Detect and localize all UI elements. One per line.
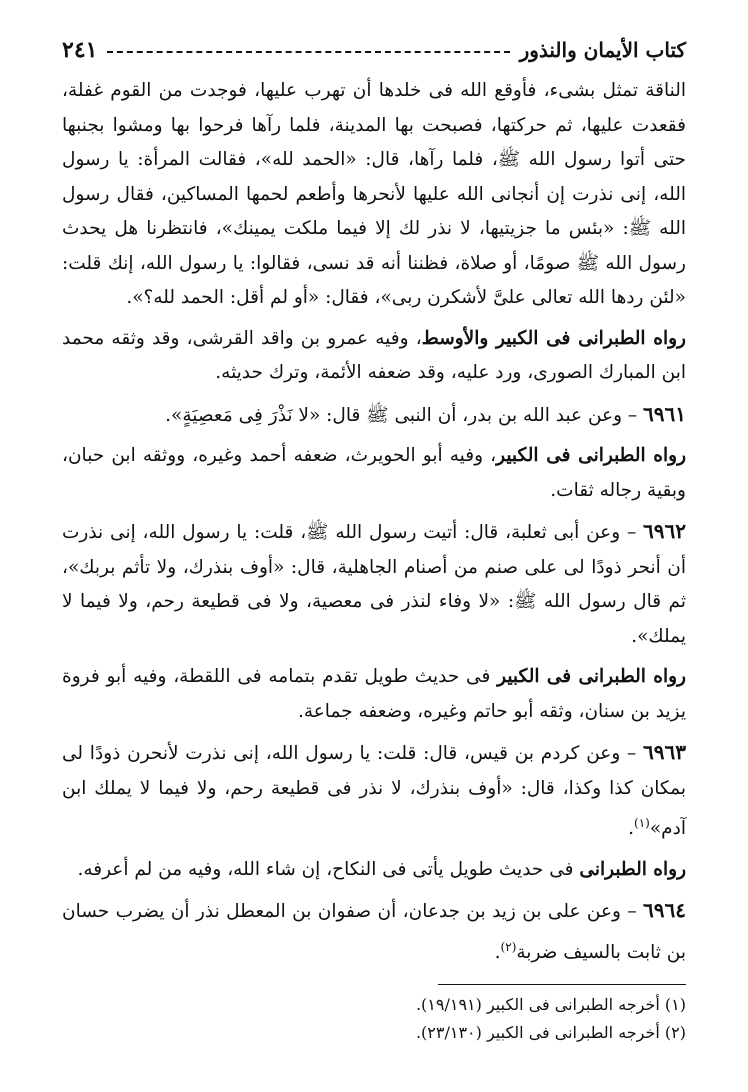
hadith-source: رواه الطبرانى xyxy=(579,858,686,880)
footnote-ref: (٢) xyxy=(500,939,517,954)
paragraph-p9 xyxy=(62,893,686,970)
paragraph-text: – وعن عبد الله بن بدر، أن النبى ﷺ قال: «لا نَذْرَ فِى مَعصِيَةٍ». xyxy=(165,404,644,426)
paragraph-p5 xyxy=(62,514,686,654)
running-header xyxy=(62,30,686,70)
header-divider xyxy=(107,51,509,53)
footnotes xyxy=(62,991,686,1047)
hadith-number: ٦٩٦٤ xyxy=(643,898,686,923)
hadith-number: ٦٩٦٣ xyxy=(643,740,686,764)
page-number: ٢٤١ xyxy=(62,37,98,63)
hadith-source: رواه الطبرانى فى الكبير xyxy=(497,666,686,687)
paragraph-p2 xyxy=(62,322,686,391)
paragraph-text: – وعن على بن زيد بن جدعان، أن صفوان بن المعطل نذر أن يضرب حسان بن ثابت بالسيف ضربة xyxy=(62,901,686,963)
paragraph-text: . xyxy=(628,818,635,840)
paragraph-text: فى حديث طويل تقدم بتمامه فى اللقطة، وفيه أبو فروة يزيد بن سنان، وثقه أبو حاتم وغيره، وضعفه جماعة. xyxy=(62,666,686,722)
hadith-number: ٦٩٦١ xyxy=(643,401,686,426)
hadith-source: رواه الطبرانى فى الكبير xyxy=(496,445,686,466)
book-title: كتاب الأيمان والنذور xyxy=(519,38,686,62)
paragraph-text: – وعن كردم بن قيس، قال: قلت: يا رسول الله، إنى نذرت لأنحرن ذودًا لى بمكان كذا وكذا، قال: «أوف بنذرك، لا نذر فى قطيعة رحم، ولا فيما لا يملك ابن آدم» xyxy=(62,743,686,840)
paragraph-text: الناقة تمثل بشىء، فأوقع الله فى خلدها أن تهرب عليها، فوجدت من القوم غفلة، فقعدت عليها، ثم حركتها، فصبحت بها المدينة، فلما رآها فرحوا بها ومشوا بجنبها حتى أتوا رسول الله ﷺ، فلما رآها، قال: «الحمد لله»، فقالت المرأة: يا رسول الله، إنى نذرت إن أنجانى الله عليها لأنحرها وأطعم لحمها المساكين، فقال رسول الله ﷺ: «بئس ما جزيتيها، لا نذر لك إلا فيما ملكت يمينك»، فانتظرنا هل يحدث رسول الله ﷺ صومًا، أو صلاة، فظننا أنه قد نسى، فقالوا: يا رسول الله، إنك قلت: «لئن ردها الله تعالى علىَّ لأشكرن ربى»، فقال: «أو لم أقل: الحمد لله؟». xyxy=(62,80,686,308)
paragraph-p8 xyxy=(62,853,686,888)
footnote-separator xyxy=(438,984,686,985)
paragraph-text: ، وفيه أبو الحويرث، ضعفه أحمد وغيره، ووثقه ابن حبان، وبقية رجاله ثقات. xyxy=(62,445,686,501)
paragraph-text: – وعن أبى ثعلبة، قال: أتيت رسول الله ﷺ، قلت: يا رسول الله، إنى نذرت أن أنحر ذودًا لى على صنم من أصنام الجاهلية، قال: «أوف بنذرك، ولا تأثم بربك»، ثم قال رسول الله ﷺ: «لا وفاء لنذر فى معصية، ولا فى قطيعة رحم، ولا فيما لا يملك». xyxy=(62,522,686,647)
paragraph-p7 xyxy=(62,735,686,847)
footnote-item: (١) أخرجه الطبرانى فى الكبير (١٩/١٩١). xyxy=(415,995,686,1015)
paragraph-text: فى حديث طويل يأتى فى النكاح، إن شاء الله، وفيه من لم أعرفه. xyxy=(77,858,580,880)
book-page xyxy=(62,30,686,1070)
paragraph-text: . xyxy=(494,941,501,963)
hadith-number: ٦٩٦٢ xyxy=(643,519,686,543)
paragraph-p3 xyxy=(62,397,686,434)
paragraph-text: ، وفيه عمرو بن واقد القرشى، وقد وثقه محمد ابن المبارك الصورى، ورد عليه، وقد ضعفه الأئمة، وترك حديثه. xyxy=(62,327,686,383)
main-text xyxy=(62,74,686,970)
footnote-item: (٢) أخرجه الطبرانى فى الكبير (٢٣/١٣٠). xyxy=(415,1023,686,1043)
footnote-ref: (١) xyxy=(634,816,650,830)
paragraph-p1 xyxy=(62,74,686,316)
paragraph-p6 xyxy=(62,660,686,729)
paragraph-p4 xyxy=(62,439,686,508)
hadith-source: رواه الطبرانى فى الكبير والأوسط xyxy=(421,327,686,349)
